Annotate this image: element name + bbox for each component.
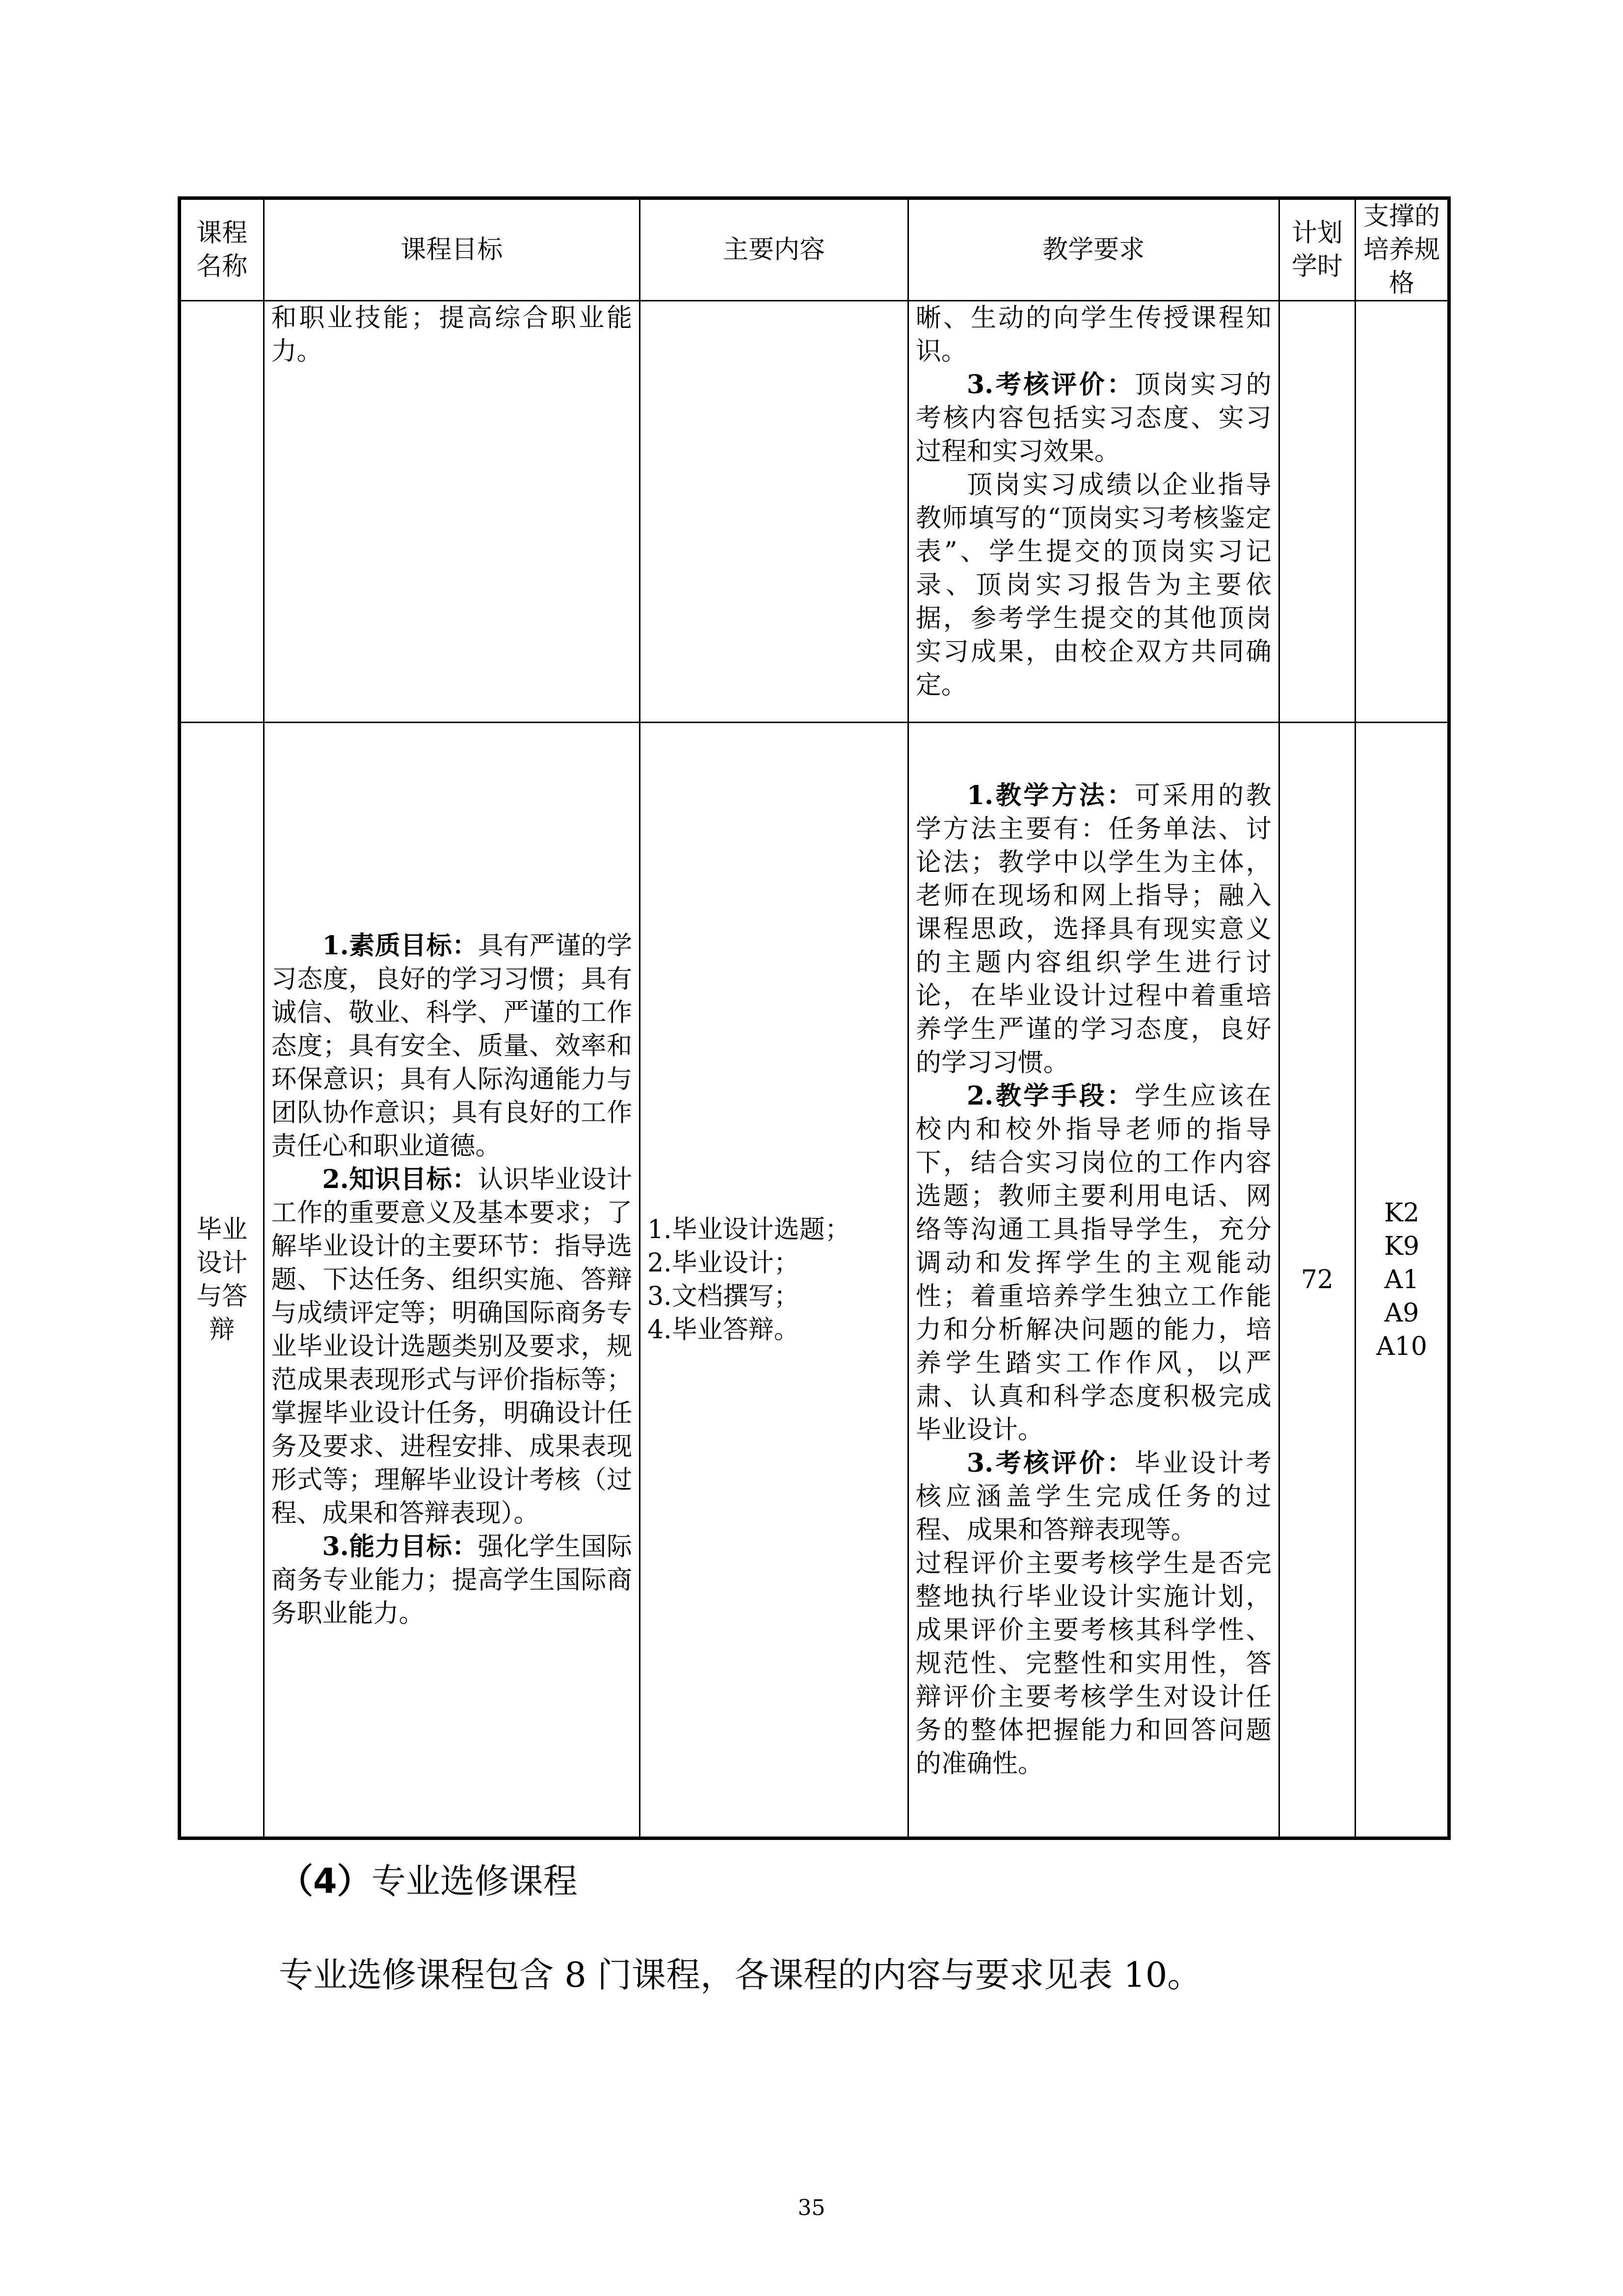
requirement-means-label: 2.教学手段： (966, 1081, 1135, 1111)
list-item: 4.毕业答辩。 (647, 1315, 799, 1345)
section-heading (279, 1859, 578, 1903)
goal-knowledge (271, 1163, 633, 1530)
goal-quality-label: 1.素质目标： (322, 931, 478, 961)
requirement-assessment-label: 3.考核评价： (966, 1448, 1135, 1478)
header-supported-spec: 支撑的培养规格 (1356, 198, 1449, 301)
goal-quality-text: 具有严谨的学习态度，良好的学习习惯；具有诚信、敬业、科学、严谨的工作态度；具有安全、质量、效率和环保意识；具有人际沟通能力与团队协作意识；具有良好的工作责任心和职业道德。 (271, 931, 633, 1161)
header-planned-hours: 计划学时 (1279, 198, 1355, 301)
cell-course-name: 毕业设计与答辩 (180, 723, 264, 1838)
goal-quality (271, 929, 633, 1163)
cell-planned-hours: 72 (1279, 723, 1355, 1838)
requirement-method (916, 779, 1272, 1080)
header-main-content: 主要内容 (640, 198, 908, 301)
section-heading-number: （4） (279, 1861, 372, 1901)
page-number: 35 (798, 2195, 825, 2220)
cell-course-goal (264, 723, 640, 1838)
cell-course-goal (264, 301, 640, 723)
goal-knowledge-label: 2.知识目标： (322, 1164, 478, 1194)
goal-ability-text: 强化学生国际商务专业能力；提高学生国际商务职业能力。 (271, 1532, 633, 1628)
cell-planned-hours (1279, 301, 1355, 723)
course-table (178, 196, 1451, 1840)
goal-text: 和职业技能；提高综合职业能力。 (271, 303, 633, 366)
requirement-assessment (916, 1447, 1272, 1547)
goal-ability-label: 3.能力目标： (322, 1532, 478, 1562)
requirement-continued-text: 晰、生动的向学生传授课程知识。 (915, 303, 1272, 366)
spec-code: K2 (1384, 1198, 1420, 1228)
header-course-goal: 课程目标 (264, 198, 640, 301)
requirement-assessment-text: 顶岗实习的考核内容包括实习态度、实习过程和实习效果。 (915, 370, 1272, 466)
cell-teaching-requirements (908, 301, 1279, 723)
goal-knowledge-text: 认识毕业设计工作的重要意义及基本要求；了解毕业设计的主要环节：指导选题、下达任务、组织实施、答辩与成绩评定等；明确国际商务专业毕业设计选题类别及要求，规范成果表现形式与评价指标等；掌握毕业设计任务，明确设计任务及要求、进程安排、成果表现形式等；理解毕业设计考核（过程、成果和答辩表现）。 (271, 1165, 633, 1528)
requirement-assessment (916, 368, 1272, 468)
spec-code: A10 (1376, 1332, 1427, 1361)
spec-code: K9 (1384, 1232, 1420, 1261)
table-row (180, 301, 1449, 723)
requirement-means-text: 学生应该在校内和校外指导老师的指导下，结合实习岗位的工作内容选题；教师主要利用电话、网络等沟通工具指导学生，充分调动和发挥学生的主观能动性；着重培养学生独立工作能力和分析解决问题的能力，培养学生踏实工作作风，以严肃、认真和科学态度积极完成毕业设计。 (915, 1081, 1272, 1445)
requirement-means (916, 1080, 1272, 1447)
list-item: 3.文档撰写； (647, 1282, 799, 1311)
table-row (180, 723, 1449, 1838)
requirement-evaluation-detail: 过程评价主要考核学生是否完整地执行毕业设计实施计划，成果评价主要考核其科学性、规范性、完整性和实用性，答辩评价主要考核学生对设计任务的整体把握能力和回答问题的准确性。 (915, 1549, 1272, 1779)
section-heading-text: 专业选修课程 (371, 1861, 578, 1901)
cell-main-content (640, 723, 908, 1838)
requirement-grading: 顶岗实习成绩以企业指导教师填写的“顶岗实习考核鉴定表”、学生提交的顶岗实习记录、顶岗实习报告为主要依据，参考学生提交的其他顶岗实习成果，由校企双方共同确定。 (915, 470, 1272, 700)
list-item: 2.毕业设计； (647, 1248, 799, 1278)
spec-code: A9 (1384, 1298, 1419, 1328)
goal-ability (271, 1530, 633, 1630)
header-teaching-requirements: 教学要求 (908, 198, 1279, 301)
requirement-assessment-text: 毕业设计考核应涵盖学生完成任务的过程、成果和答辩表现等。 (915, 1449, 1272, 1545)
cell-main-content (640, 301, 908, 723)
requirement-assessment-label: 3.考核评价： (966, 370, 1135, 400)
header-course-name: 课程名称 (180, 198, 264, 301)
table-header-row (180, 198, 1449, 301)
requirement-method-label: 1.教学方法： (966, 781, 1135, 810)
list-item: 1.毕业设计选题； (647, 1215, 851, 1244)
section-body-text: 专业选修课程包含 8 门课程，各课程的内容与要求见表 10。 (279, 1955, 1202, 1995)
requirement-method-text: 可采用的教学方法主要有：任务单法、讨论法；教学中以学生为主体，老师在现场和网上指导；融入课程思政，选择具有现实意义的主题内容组织学生进行讨论，在毕业设计过程中着重培养学生严谨的学习态度，良好的学习习惯。 (915, 781, 1272, 1078)
cell-supported-spec (1356, 301, 1449, 723)
cell-course-name (180, 301, 264, 723)
cell-supported-spec (1356, 723, 1449, 1838)
spec-code: A1 (1384, 1265, 1419, 1295)
cell-teaching-requirements (908, 723, 1279, 1838)
